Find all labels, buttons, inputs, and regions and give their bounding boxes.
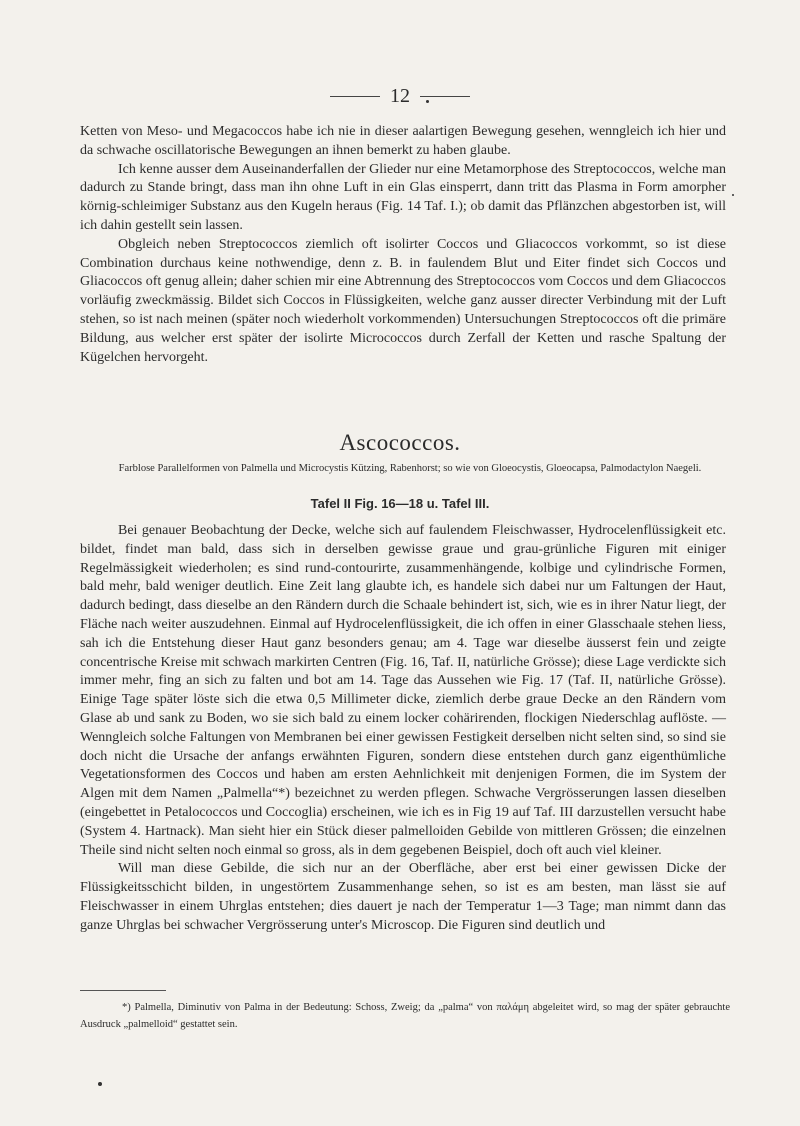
page-number: 12 bbox=[390, 85, 410, 107]
paragraph: Will man diese Gebilde, die sich nur an der Oberfläche, aber erst bei einer gewissen Dicke der Flüssigkeitsschicht bilden, in ungestörtem Zusammenhange sehen, so ist es am besten, man lässt sie auf Fleischwasser in einem Uhrglas entstehen; dies dauert je nach der Temperatur 1—3 Tage; man nimmt dann das ganze Uhrglas bei schwacher Vergrösserung unter's Microscop. Die Figuren sind deutlich und bbox=[80, 861, 726, 933]
ink-speck bbox=[732, 194, 734, 196]
footnote-rule bbox=[80, 990, 166, 991]
paragraph: Obgleich neben Streptococcos ziemlich oft isolirter Coccos und Gliacoccos vorkommt, so ist diese Combination durchaus keine nothwendige, denn z. B. in faulendem Blut und Eiter findet sich Coccos und Gliacoccos oft genug allein; daher schien mir eine Abtrennung des Streptococcos vom Coccos und dem Gliacoccos vorläufig zweckmässig. Bildet sich Coccos in Flüssigkeiten, welche ganz ausser directer Verbindung mit der Luft stehen, so ist nach meinen (später noch wiederholt vorkommenden) Untersuchungen Streptococcos oft die primäre Bildung, aus welcher erst später der isolirte Micrococcos durch Zerfall der Ketten und rasche Spaltung der Kügelchen hervorgeht. bbox=[80, 236, 726, 365]
plate-reference: Tafel II Fig. 16—18 u. Tafel III. bbox=[310, 496, 490, 511]
section-title: Ascococcos. bbox=[339, 430, 461, 455]
footnote: *) Palmella, Diminutiv von Palma in der Bedeutung: Schoss, Zweig; da „palma“ von παλάμη abgeleitet wird, so mag der später gebrauchte Ausdruck „palmelloid“ gestattet sein. bbox=[80, 1002, 730, 1030]
paragraph: Ich kenne ausser dem Auseinanderfallen der Glieder nur eine Metamorphose des Streptococcos, welche man dadurch zu Stande bringt, dass man ihn ohne Luft in ein Glas einsperrt, dann tritt das Plasma in Form amorpher körnig-schleimiger Substanz aus den Kugeln heraus (Fig. 14 Taf. I.); ob damit das Pflänzchen abgestorben ist, will ich dahin gestellt sein lassen. bbox=[80, 161, 726, 233]
header-rule-left bbox=[330, 96, 380, 97]
section-subtitle: Farblose Parallelformen von Palmella und Microcystis Kützing, Rabenhorst; so wie von Gloeocystis, Gloeocapsa, Palmodactylon Naegeli. bbox=[118, 463, 702, 474]
paragraph: Bei genauer Beobachtung der Decke, welche sich auf faulendem Fleischwasser, Hydrocelenflüssigkeit etc. bildet, findet man bald, dass sich in derselben gewisse graue und grau-grünliche Figuren mit einiger Regelmässigkeit wiederholen; es sind rund-contourirte, zusammenhängende, kolbige und cylindrische Formen, bald mehr, bald weniger deutlich. Eine Zeit lang glaubte ich, es handele sich dabei nur um Faltungen der Haut, dadurch bedingt, dass dieselbe an den Rändern durch die Schaale behindert ist, sich, wie es in ihrer Natur liegt, der Fläche nach weiter auszudehnen. Einmal auf Hydrocelenflüssigkeit, die ich offen in einer Glasschaale stehen liess, sah ich die Entstehung dieser Haut ganz besonders genau; am 4. Tage war dieselbe äusserst fein und zeigte concentrische Kreise mit schwach markirten Centren (Fig. 16, Taf. II, natürliche Grösse); diese Lage verdickte sich immer mehr, fing an sich zu falten und bot am 14. Tage das Aussehen wie Fig. 17 (Taf. II, natürliche Grösse). Einige Tage später löste sich die etwa 0,5 Millimeter dicke, ziemlich derbe graue Decke an den Rändern vom Glase ab und sank zu Boden, wo sie sich bald zu einem locker cohärirenden, flockigen Niederschlag auflöste. — Wenngleich solche Faltungen von Membranen bei einer gewissen Festigkeit derselben nicht selten sind, so sind sie doch nicht die Ursache der anfangs erwähnten Figuren, sondern diese entstehen durch ganz eigenthümliche Vegetationsformen des Coccos und haben am ersten Aehnlichkeit mit denjenigen Formen, die im System der Algen mit dem Namen „Palmella“*) bezeichnet zu werden pflegen. Schwache Vergrösserungen lassen dieselben (eingebettet in Petalococcos und Coccoglia) erscheinen, wie ich es in Fig 19 auf Taf. III darzustellen versucht habe (System 4. Hartnack). Man sieht hier ein Stück dieser palmelloiden Gebilde von mittleren Grössen; die einzelnen Theile sind nicht selten noch einmal so gross, als in dem gegebenen Beispiel, doch oft auch viel kleiner. bbox=[80, 523, 726, 858]
page-header bbox=[0, 86, 800, 106]
body-text-bottom bbox=[80, 522, 726, 936]
header-rule-right bbox=[420, 96, 470, 97]
ink-speck bbox=[98, 1082, 102, 1086]
body-text-top bbox=[80, 123, 726, 367]
paragraph: Ketten von Meso- und Megacoccos habe ich nie in dieser aalartigen Bewegung gesehen, wenngleich ich hier und da schwache oscillatorische Bewegungen an ihnen bemerkt zu haben glaube. bbox=[80, 124, 726, 158]
ink-speck bbox=[426, 100, 429, 103]
